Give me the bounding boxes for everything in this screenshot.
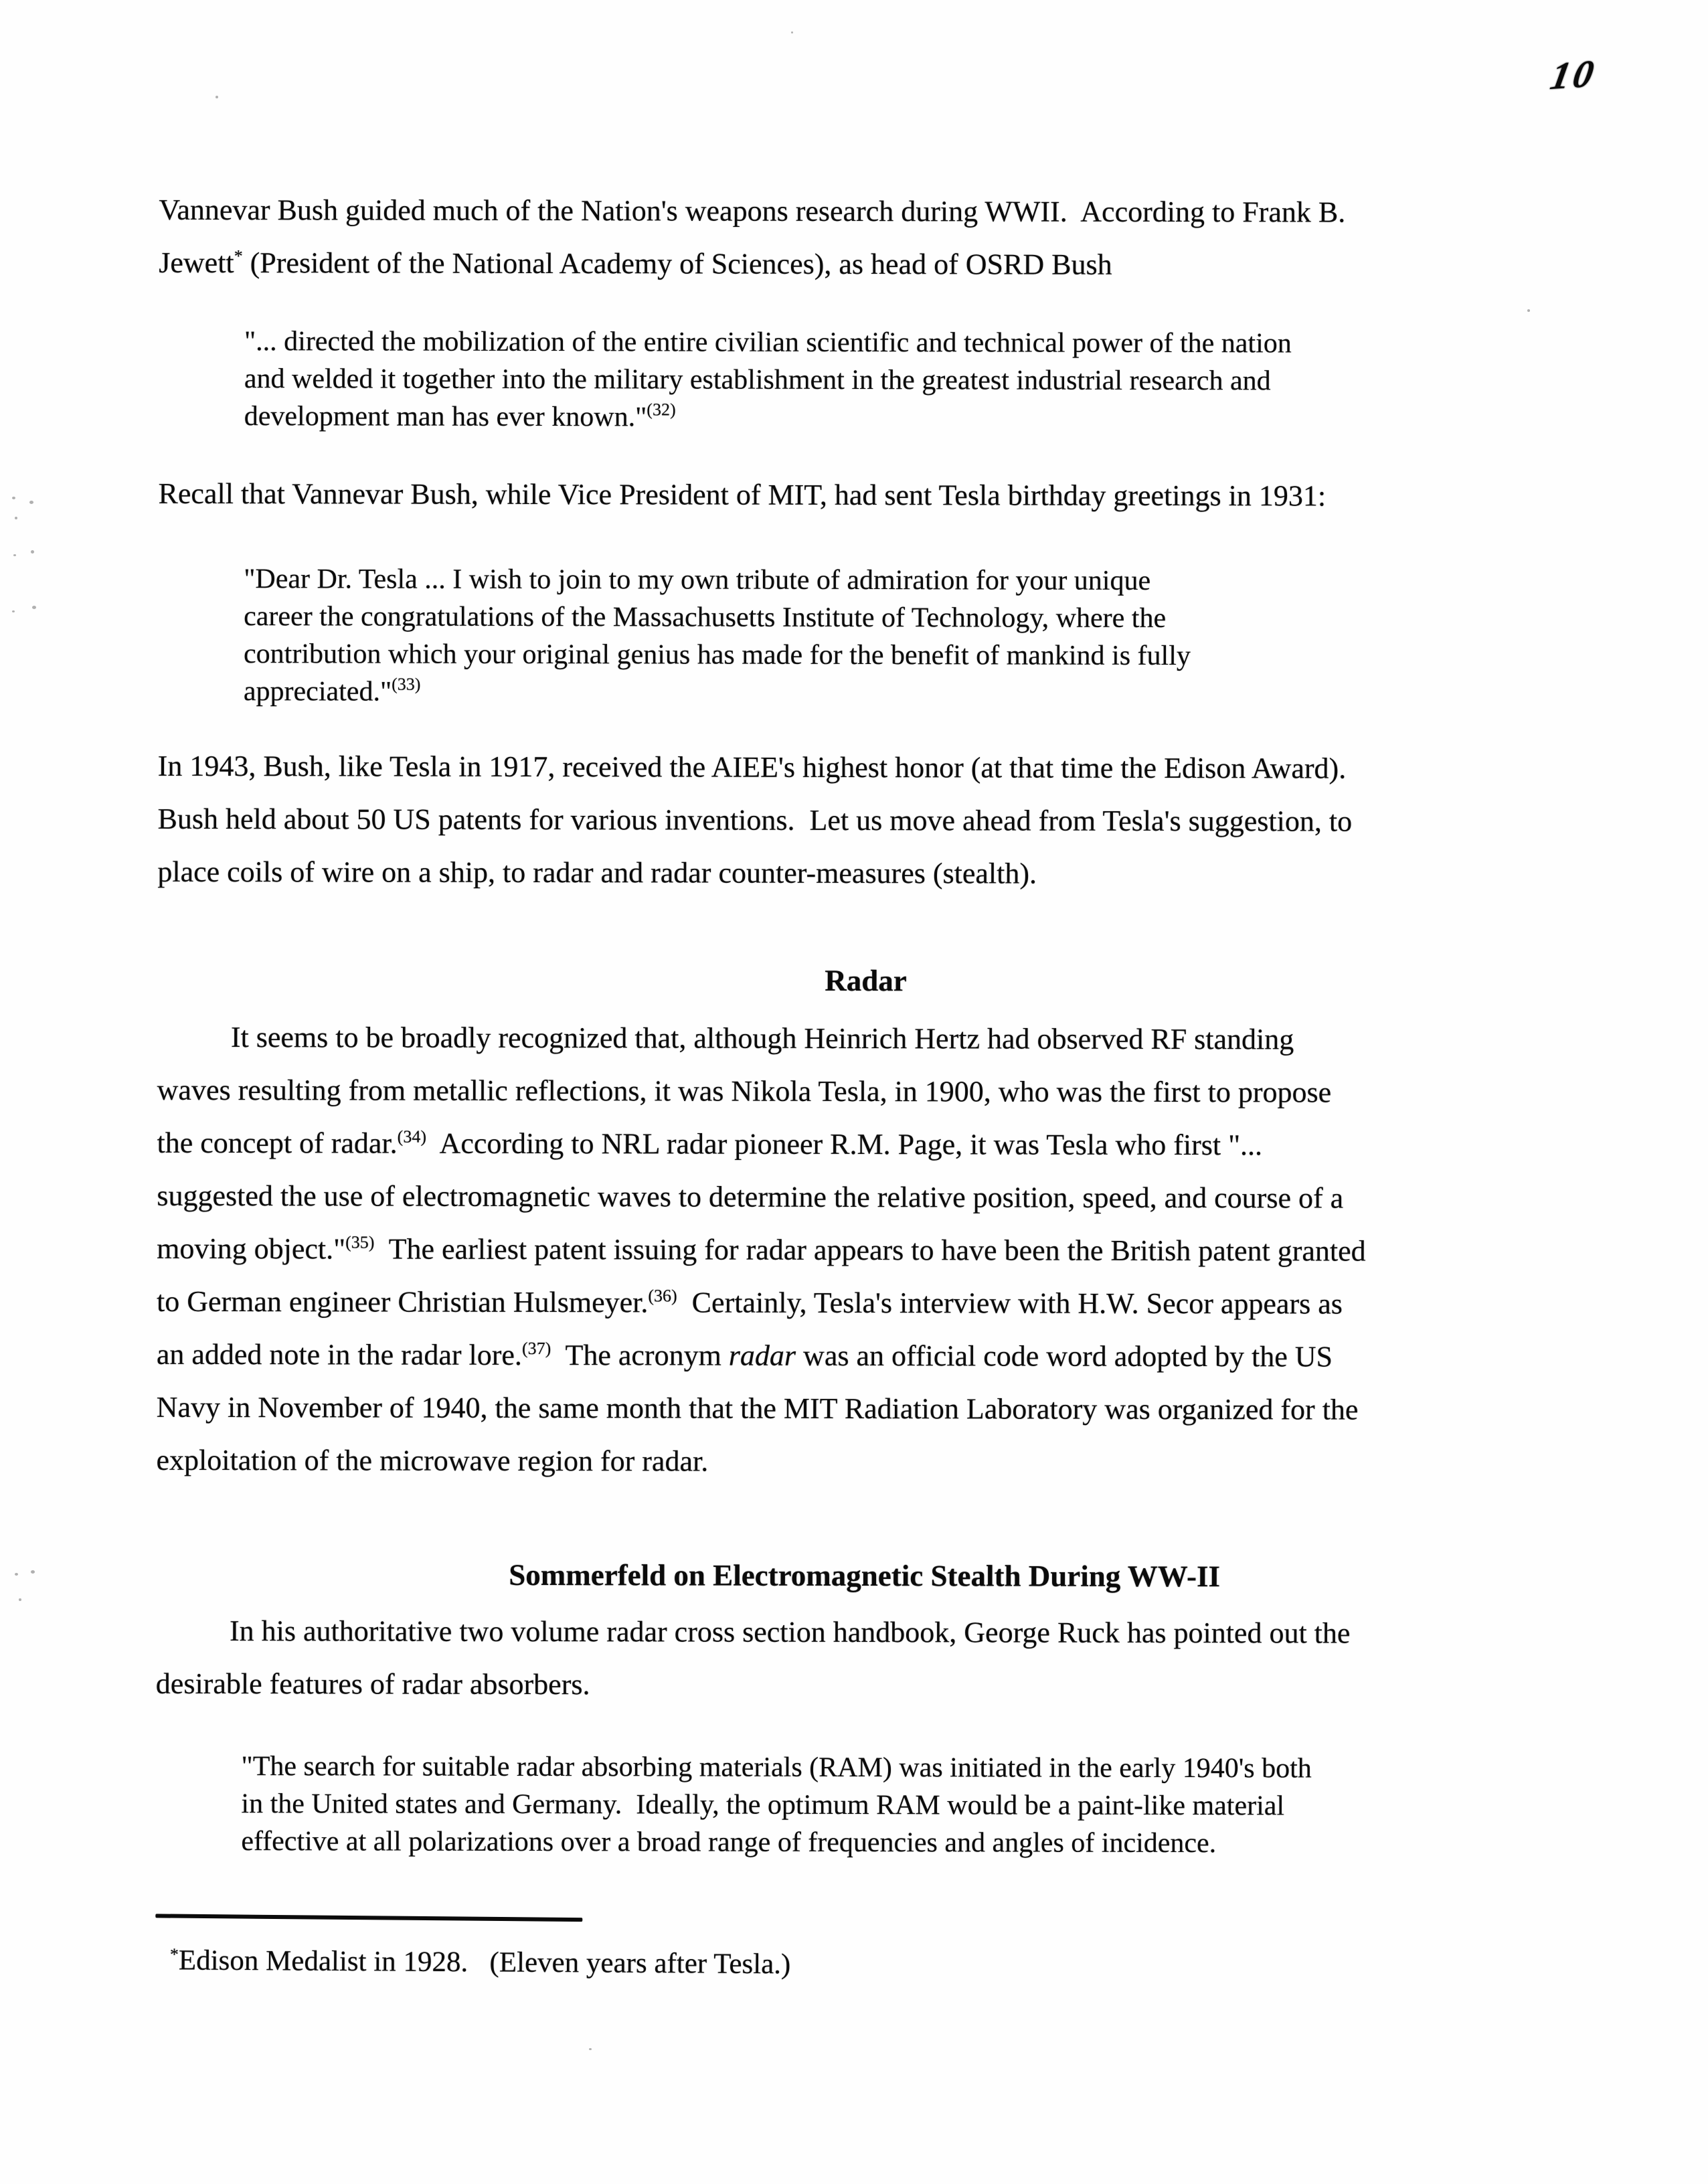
text-line: career the congratulations of the Massachusetts Institute of Technology, where the: [244, 601, 1167, 634]
text-line: effective at all polarizations over a broad range of frequencies and angles of incidence.: [241, 1826, 1217, 1859]
footnote-marker: *: [234, 246, 243, 266]
text-line: in the United states and Germany. Ideally, the optimum RAM would be a paint-like material: [241, 1788, 1285, 1822]
italic-word-radar: radar: [728, 1339, 796, 1372]
text-line: appreciated."$^{(33)}$: [243, 674, 421, 707]
text-line: "... directed the mobilization of the entire civilian scientific and technical power of the nation: [244, 326, 1292, 359]
paragraph-radar-history: [156, 1011, 1573, 1489]
text-line: desirable features of radar absorbers.: [155, 1667, 590, 1701]
citation-37: (37): [521, 1338, 551, 1359]
blockquote-osrd: [244, 323, 1575, 438]
text-line: an added note in the radar lore.$^{(37)}$ The acronym radar was an official code word adopted by the US: [156, 1337, 1333, 1373]
scan-speckle: [589, 2048, 592, 2050]
blockquote-dear-dr-tesla: [244, 560, 1575, 713]
text-line: Bush held about 50 US patents for various inventions. Let us move ahead from Tesla's suggestion, to: [157, 802, 1353, 838]
text-line: In his authoritative two volume radar cross section handbook, George Ruck has pointed out the: [229, 1614, 1351, 1650]
section-heading-sommerfeld: Sommerfeld on Electromagnetic Stealth During WW-II: [509, 1558, 1221, 1594]
paragraph-ruck-handbook: [156, 1604, 1573, 1713]
citation-35: (35): [345, 1232, 375, 1252]
text-line: "The search for suitable radar absorbing materials (RAM) was initiated in the early 1940's both: [241, 1751, 1312, 1784]
text-line: It seems to be broadly recognized that, although Heinrich Hertz had observed RF standing: [230, 1021, 1294, 1056]
text-line: the concept of radar.$^{(34)}$ According to NRL radar pioneer R.M. Page, it was Tesla who first "...: [157, 1126, 1263, 1162]
text-line: Jewett* (President of the National Academy of Sciences), as head of OSRD Bush: [159, 246, 1112, 281]
paragraph-in-1943: [157, 740, 1574, 901]
page-number-annotation: 10: [1547, 51, 1600, 98]
text-line: Navy in November of 1940, the same month that the MIT Radiation Laboratory was organized for the: [156, 1390, 1359, 1426]
text-line: and welded it together into the military establishment in the greatest industrial research and: [244, 363, 1271, 397]
citation-32: (32): [647, 400, 676, 420]
text-line: waves resulting from metallic reflections, it was Nikola Tesla, in 1900, who was the first to propose: [157, 1073, 1332, 1109]
text-line: place coils of wire on a ship, to radar and radar counter-measures (stealth).: [157, 855, 1037, 890]
citation-33: (33): [392, 674, 421, 694]
footnote-section: [155, 1914, 1573, 1989]
text-line: contribution which your original genius has made for the benefit of mankind is fully: [244, 639, 1191, 672]
text-line: suggested the use of electromagnetic waves to determine the relative position, speed, and course of a: [157, 1179, 1344, 1215]
text-line: Recall that Vannevar Bush, while Vice President of MIT, had sent Tesla birthday greetings in 1931:: [158, 477, 1327, 513]
citation-34: (34): [397, 1126, 427, 1147]
paragraph-vannevar-bush: [159, 183, 1575, 292]
blockquote-ram-search: [241, 1748, 1572, 1863]
text-line: In 1943, Bush, like Tesla in 1917, received the AIEE's highest honor (at that time the Edison Award).: [157, 749, 1347, 785]
footnote-edison-medalist: *Edison Medalist in 1928. (Eleven years after Tesla.): [169, 1944, 791, 1981]
text-line: moving object."$^{(35)}$ The earliest patent issuing for radar appears to have been the British patent granted: [157, 1232, 1366, 1268]
footnote-divider: [155, 1914, 582, 1922]
text-line: development man has ever known."$^{(32)}$: [244, 400, 676, 433]
text-line: exploitation of the microwave region for radar.: [156, 1443, 709, 1478]
section-heading-radar: Radar: [825, 963, 907, 998]
citation-36: (36): [648, 1286, 677, 1306]
paragraph-recall: [158, 467, 1575, 523]
text-line: Vannevar Bush guided much of the Nation's weapons research during WWII. According to Frank B.: [159, 193, 1346, 229]
footnote-asterisk: *: [169, 1944, 179, 1964]
text-line: to German engineer Christian Hulsmeyer.$^{(36)}$ Certainly, Tesla's interview with H.W. Secor appears as: [156, 1284, 1343, 1321]
text-line: "Dear Dr. Tesla ... I wish to join to my own tribute of admiration for your unique: [244, 564, 1151, 596]
